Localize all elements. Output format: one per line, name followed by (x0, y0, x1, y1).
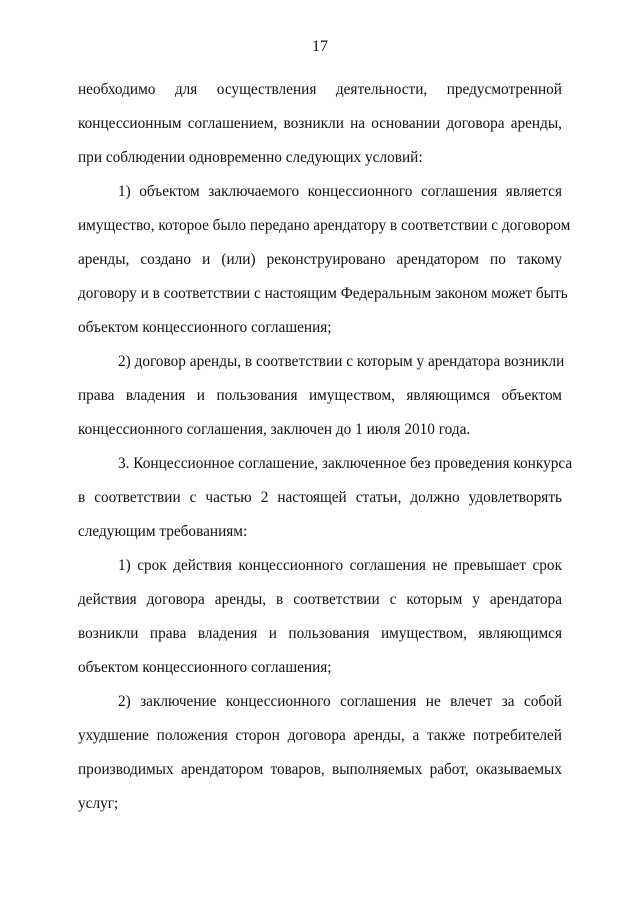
text-line: в соответствии с частью 2 настоящей статьи, должно удовлетворять (78, 489, 562, 506)
text-line: действия договора аренды, в соответствии с которым у арендатора (78, 591, 562, 608)
text-line: возникли права владения и пользования имуществом, являющимся (78, 625, 562, 642)
text-line: производимых арендатором товаров, выполняемых работ, оказываемых (78, 761, 562, 778)
text-line: 1) срок действия концессионного соглашения не превышает срок (118, 557, 562, 574)
text-line: следующим требованиям: (78, 523, 248, 540)
text-line: 2) договор аренды, в соответствии с которым у арендатора возникли (118, 353, 565, 370)
text-line: концессионным соглашением, возникли на основании договора аренды, (78, 115, 562, 132)
text-line: 1) объектом заключаемого концессионного соглашения является (118, 183, 562, 200)
text-line: имущество, которое было передано арендатору в соответствии с договором (78, 217, 571, 234)
text-line: 3. Концессионное соглашение, заключенное без проведения конкурса (118, 455, 573, 472)
text-line: договору и в соответствии с настоящим Федеральным законом может быть (78, 285, 568, 302)
text-line: аренды, создано и (или) реконструировано арендатором по такому (78, 251, 562, 268)
text-line: необходимо для осуществления деятельности, предусмотренной (78, 81, 562, 98)
text-line: при соблюдении одновременно следующих условий: (78, 149, 423, 166)
text-line: 2) заключение концессионного соглашения не влечет за собой (118, 693, 562, 710)
text-line: услуг; (78, 795, 119, 812)
text-line: ухудшение положения сторон договора аренды, а также потребителей (78, 727, 562, 744)
page-number: 17 (312, 38, 328, 55)
text-line: концессионного соглашения, заключен до 1 июля 2010 года. (78, 421, 471, 438)
text-line: права владения и пользования имуществом, являющимся объектом (78, 387, 562, 404)
text-line: объектом концессионного соглашения; (78, 319, 332, 336)
text-line: объектом концессионного соглашения; (78, 659, 332, 676)
